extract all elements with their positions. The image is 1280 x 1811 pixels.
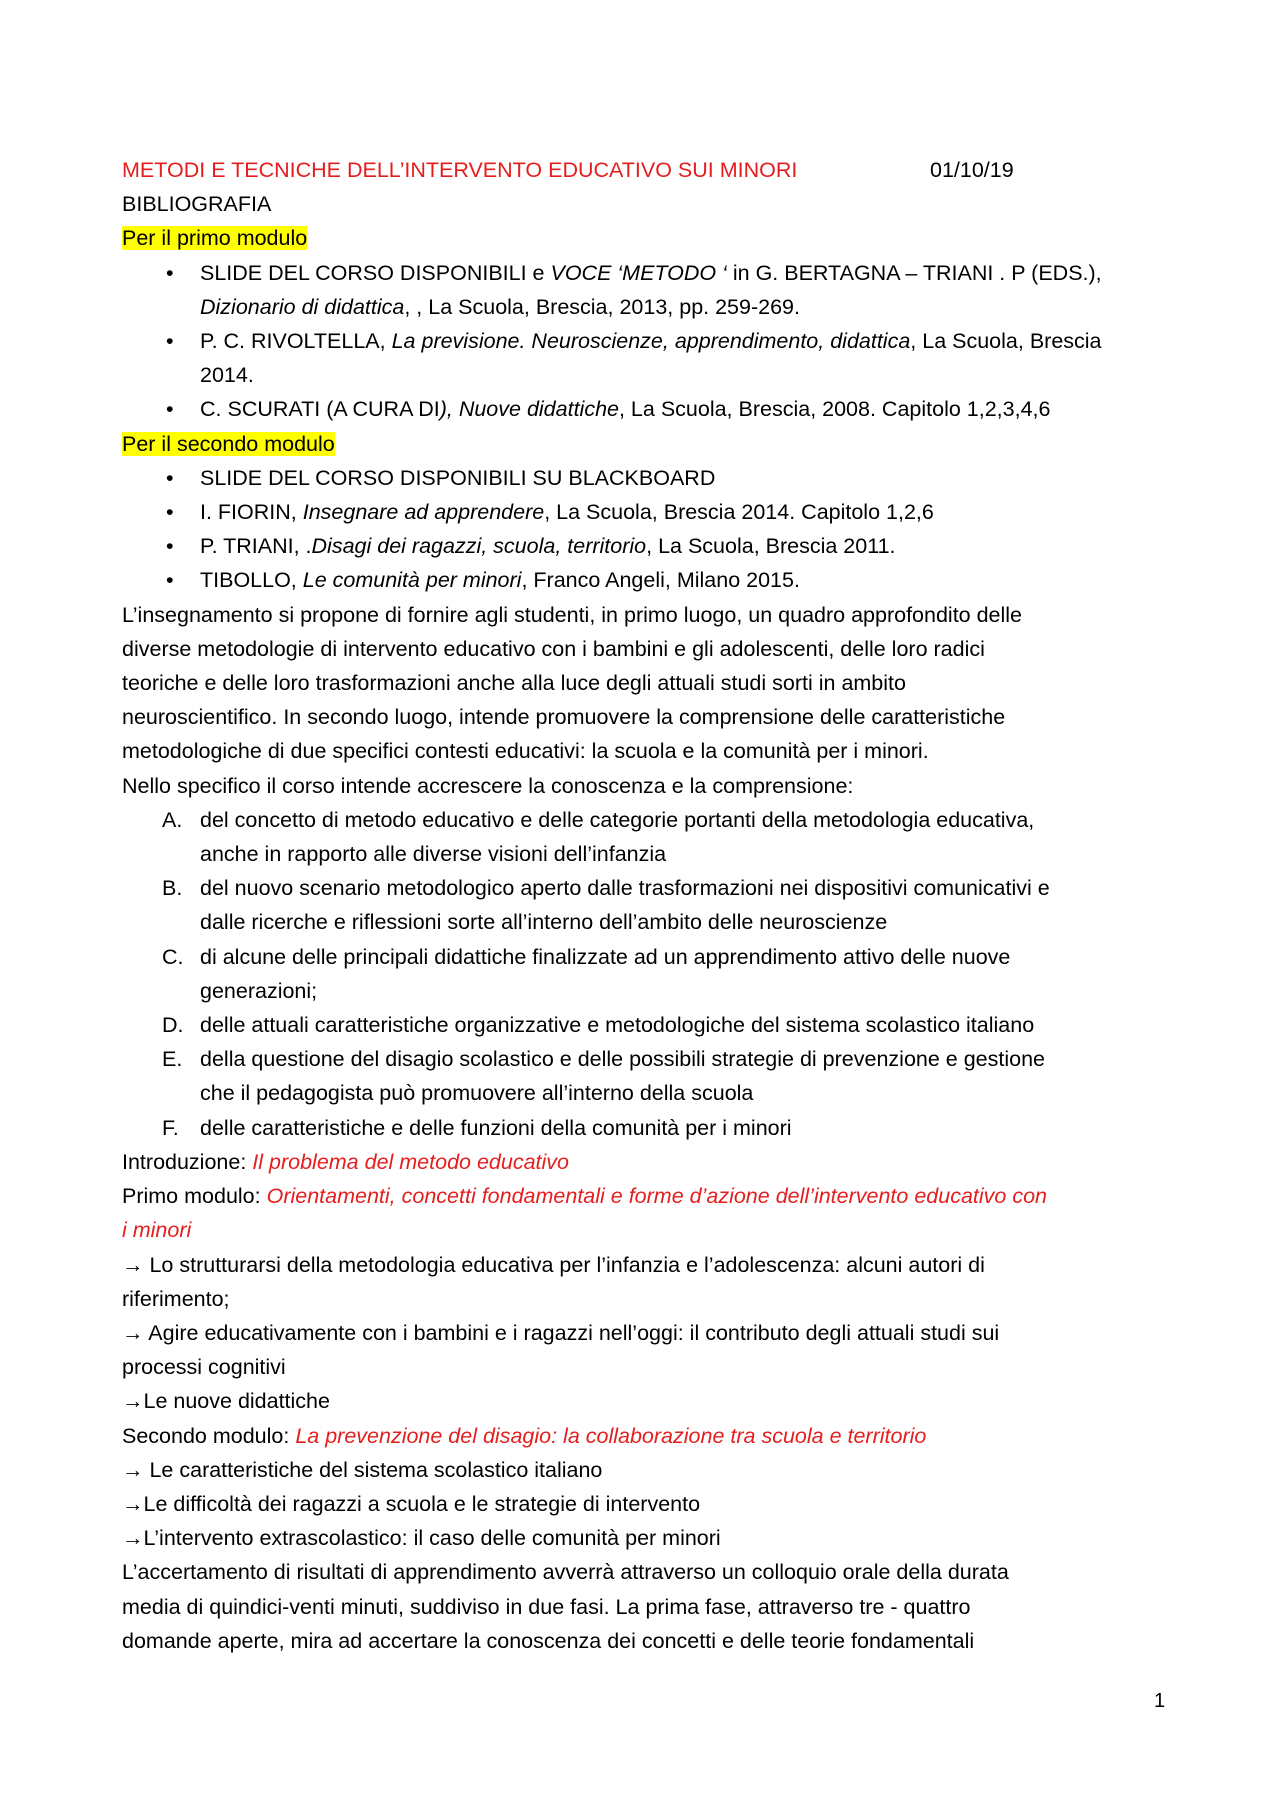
list-item-text: SLIDE DEL CORSO DISPONIBILI SU BLACKBOARD bbox=[200, 465, 716, 490]
list-item-text: TIBOLLO, bbox=[200, 568, 303, 593]
program-label: Introduzione: bbox=[122, 1149, 253, 1174]
list-item-text: P. TRIANI, . bbox=[200, 534, 312, 559]
module2-heading: Per il secondo modulo bbox=[122, 431, 335, 456]
program-point: →L’intervento extrascolastico: il caso delle comunità per minori bbox=[122, 1526, 721, 1551]
document-body bbox=[122, 153, 1167, 1658]
document-date: 01/10/19 bbox=[930, 158, 1014, 182]
list-item bbox=[122, 563, 1167, 597]
list-item bbox=[122, 871, 1167, 939]
list-item bbox=[122, 940, 1167, 1008]
list-item bbox=[122, 529, 1167, 563]
list-item-italic: VOCE ‘METODO ‘ bbox=[550, 260, 727, 285]
list-item-italic: Insegnare ad apprendere bbox=[302, 500, 545, 525]
bullet-icon: • bbox=[166, 397, 174, 422]
program-module2 bbox=[122, 1419, 1167, 1453]
bullet-icon: • bbox=[166, 500, 174, 525]
paragraph-line: domande aperte, mira ad accertare la conoscenza dei concetti e delle teorie fondamentali bbox=[122, 1628, 975, 1653]
list-item-text: del concetto di metodo educativo e delle categorie portanti della metodologia educativa, bbox=[200, 807, 1035, 832]
bibliography-heading: BIBLIOGRAFIA bbox=[122, 192, 272, 217]
list-item bbox=[122, 461, 1167, 495]
document-title: METODI E TECNICHE DELL’INTERVENTO EDUCATIVO SUI MINORI bbox=[122, 158, 798, 182]
list-item bbox=[122, 392, 1167, 426]
program-module1 bbox=[122, 1179, 1167, 1213]
module1-heading: Per il primo modulo bbox=[122, 226, 308, 251]
bullet-icon: • bbox=[166, 568, 174, 593]
list-marker: A. bbox=[162, 807, 183, 832]
list-marker: D. bbox=[162, 1013, 184, 1038]
bullet-icon: • bbox=[166, 260, 174, 285]
list-item bbox=[122, 1008, 1167, 1042]
list-item-text: dalle ricerche e riflessioni sorte all’interno dell’ambito delle neuroscienze bbox=[200, 910, 888, 935]
program-topic: Il problema del metodo educativo bbox=[252, 1149, 569, 1174]
program-point: → Le caratteristiche del sistema scolastico italiano bbox=[122, 1457, 603, 1482]
bullet-icon: • bbox=[166, 534, 174, 559]
paragraph-line: media di quindici-venti minuti, suddiviso in due fasi. La prima fase, attraverso tre - quattro bbox=[122, 1594, 971, 1619]
list-item-text: in G. BERTAGNA – TRIANI . P (EDS.), bbox=[726, 260, 1102, 285]
list-item bbox=[122, 803, 1167, 871]
program-topic: La prevenzione del disagio: la collaborazione tra scuola e territorio bbox=[295, 1423, 927, 1448]
paragraph-line: metodologiche di due specifici contesti educativi: la scuola e la comunità per i minori. bbox=[122, 739, 929, 764]
list-item-text: C. SCURATI (A CURA DI bbox=[200, 397, 440, 422]
program-topic: Orientamenti, concetti fondamentali e forme d’azione dell’intervento educativo con bbox=[266, 1184, 1048, 1209]
list-marker: F. bbox=[162, 1115, 179, 1140]
list-item-text: , La Scuola, Brescia, 2008. Capitolo 1,2,3,4,6 bbox=[618, 397, 1051, 422]
list-marker: E. bbox=[162, 1047, 183, 1072]
module2-bibliography-list bbox=[122, 461, 1167, 598]
list-marker: C. bbox=[162, 944, 184, 969]
list-item-text: della questione del disagio scolastico e delle possibili strategie di prevenzione e gestione bbox=[200, 1047, 1046, 1072]
list-item-text: 2014. bbox=[200, 363, 254, 388]
list-item-text: , Franco Angeli, Milano 2015. bbox=[521, 568, 800, 593]
list-item-text: delle attuali caratteristiche organizzative e metodologiche del sistema scolastico italiano bbox=[200, 1013, 1035, 1038]
program-point: processi cognitivi bbox=[122, 1355, 286, 1380]
program-topic: i minori bbox=[122, 1218, 192, 1243]
bullet-icon: • bbox=[166, 465, 174, 490]
list-item-text: , La Scuola, Brescia bbox=[910, 329, 1102, 354]
program-point: → Agire educativamente con i bambini e i ragazzi nell’oggi: il contributo degli attuali studi sui bbox=[122, 1320, 1000, 1345]
paragraph-line: neuroscientifico. In secondo luogo, intende promuovere la comprensione delle caratteristiche bbox=[122, 705, 1006, 730]
page-number: 1 bbox=[1154, 1690, 1166, 1712]
list-item-italic: Disagi dei ragazzi, scuola, territorio bbox=[311, 534, 647, 559]
list-item-text: del nuovo scenario metodologico aperto dalle trasformazioni nei dispositivi comunicativi e bbox=[200, 876, 1050, 901]
list-item bbox=[122, 256, 1167, 324]
bullet-icon: • bbox=[166, 329, 174, 354]
intro-paragraph bbox=[122, 598, 1167, 769]
list-item-italic: ), Nuove didattiche bbox=[439, 397, 619, 422]
list-item-italic: Dizionario di didattica bbox=[200, 294, 405, 319]
list-item-text: di alcune delle principali didattiche finalizzate ad un apprendimento attivo delle nuove bbox=[200, 944, 1011, 969]
program-label: Secondo modulo: bbox=[122, 1423, 296, 1448]
paragraph-line: diverse metodologie di intervento educativo con i bambini e gli adolescenti, delle loro radici bbox=[122, 636, 985, 661]
list-item-italic: Le comunità per minori bbox=[302, 568, 522, 593]
list-item-text: anche in rapporto alle diverse visioni dell’infanzia bbox=[200, 842, 667, 867]
list-item bbox=[122, 495, 1167, 529]
list-item-text: che il pedagogista può promuovere all’interno della scuola bbox=[200, 1081, 754, 1106]
paragraph-line: L’insegnamento si propone di fornire agli studenti, in primo luogo, un quadro approfondito delle bbox=[122, 602, 1023, 627]
list-item-text: delle caratteristiche e delle funzioni della comunità per i minori bbox=[200, 1115, 792, 1140]
paragraph-line: L’accertamento di risultati di apprendimento avverrà attraverso un colloquio orale della durata bbox=[122, 1560, 1009, 1585]
program-point: → Lo strutturarsi della metodologia educativa per l’infanzia e l’adolescenza: alcuni autori di bbox=[122, 1252, 985, 1277]
assessment-paragraph bbox=[122, 1555, 1167, 1658]
list-marker: B. bbox=[162, 876, 183, 901]
list-item-text: , La Scuola, Brescia 2011. bbox=[646, 534, 896, 559]
objectives-list bbox=[122, 803, 1167, 1145]
list-item-text: I. FIORIN, bbox=[200, 500, 303, 525]
list-item bbox=[122, 1042, 1167, 1110]
program-intro bbox=[122, 1145, 1167, 1179]
list-item-text: , , La Scuola, Brescia, 2013, pp. 259-269. bbox=[404, 294, 800, 319]
module1-bibliography-list bbox=[122, 256, 1167, 427]
list-item-text: generazioni; bbox=[200, 978, 318, 1003]
list-item bbox=[122, 1111, 1167, 1145]
program-point: →Le nuove didattiche bbox=[122, 1389, 330, 1414]
program-point: riferimento; bbox=[122, 1286, 230, 1311]
paragraph-line: teoriche e delle loro trasformazioni anche alla luce degli attuali studi sorti in ambito bbox=[122, 671, 906, 696]
objectives-intro: Nello specifico il corso intende accrescere la conoscenza e la comprensione: bbox=[122, 773, 854, 798]
list-item-text: SLIDE DEL CORSO DISPONIBILI e bbox=[200, 260, 551, 285]
program-point: →Le difficoltà dei ragazzi a scuola e le strategie di intervento bbox=[122, 1491, 701, 1516]
list-item-text: , La Scuola, Brescia 2014. Capitolo 1,2,6 bbox=[544, 500, 934, 525]
list-item-italic: La previsione. Neuroscienze, apprendimento, didattica bbox=[391, 329, 911, 354]
list-item-text: P. C. RIVOLTELLA, bbox=[200, 329, 392, 354]
program-label: Primo modulo: bbox=[122, 1184, 267, 1209]
list-item bbox=[122, 324, 1167, 392]
